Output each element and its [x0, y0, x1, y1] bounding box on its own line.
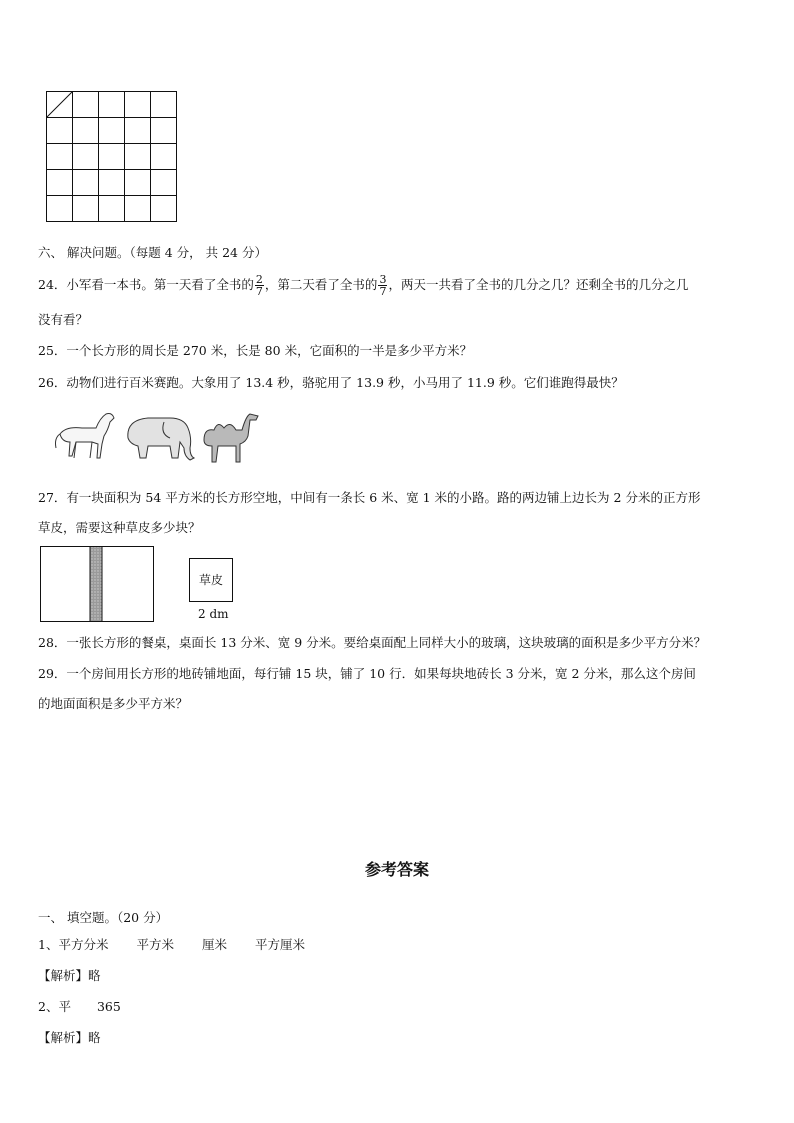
answer-1-item-4: 平方厘米 — [254, 937, 305, 952]
question-24-line1 — [38, 273, 689, 298]
answer-1-note: 【解析】略 — [38, 968, 101, 983]
question-28: 28．一张长方形的餐桌，桌面长 13 分米、宽 9 分米。要给桌面配上同样大小的玻璃，这块玻璃的面积是多少平方分米？ — [38, 635, 707, 650]
answer-1 — [38, 935, 305, 955]
answer-2-item-2: 365 — [96, 999, 121, 1014]
answers-section1-heading: 一、 填空题。（20 分） — [38, 910, 169, 925]
answer-2 — [38, 997, 121, 1017]
question-27-line2: 草皮，需要这种草皮多少块？ — [38, 520, 201, 535]
question-29-line2: 的地面面积是多少平方米？ — [38, 696, 189, 711]
answers-title: 参考答案 — [364, 860, 429, 879]
square-grid-figure — [46, 91, 179, 224]
q24-text-b: ，第二天看了全书的 — [264, 277, 378, 292]
answer-1-item-3: 厘米 — [201, 937, 227, 952]
q24-text-c: ，两天一共看了全书的几分之几？还剩全书的几分之几 — [388, 277, 689, 292]
grass-tile-label: 草皮 — [198, 573, 223, 587]
fraction-2-7: $\frac{2}{7}$ — [255, 273, 263, 298]
elephant-icon — [128, 418, 194, 460]
animals-illustration — [52, 408, 264, 466]
question-27-line1: 27．有一块面积为 54 平方米的长方形空地，中间有一条长 6 米、宽 1 米的小路。路的两边铺上边长为 2 分米的正方形 — [38, 490, 701, 505]
answer-2-item-1: 2、平 — [38, 999, 71, 1014]
q24-text-a: 24．小军看一本书。第一天看了全书的 — [38, 277, 254, 292]
question-24-line2: 没有看？ — [38, 312, 89, 327]
path-strip — [90, 547, 102, 622]
section6-heading: 六、 解决问题。（每题 4 分， 共 24 分） — [38, 245, 267, 260]
field-with-path-diagram — [40, 546, 156, 624]
grass-tile-dimension: 2 dm — [198, 607, 229, 621]
answer-1-item-2: 平方米 — [136, 937, 174, 952]
question-26: 26．动物们进行百米赛跑。大象用了 13.4 秒，骆驼用了 13.9 秒，小马用了 11.9 秒。它们谁跑得最快？ — [38, 375, 624, 390]
horse-icon — [56, 414, 115, 459]
answer-1-item-1: 1、平方分米 — [38, 937, 109, 952]
answer-2-note: 【解析】略 — [38, 1030, 101, 1045]
grass-tile — [189, 558, 233, 602]
question-29-line1: 29．一个房间用长方形的地砖铺地面，每行铺 15 块，铺了 10 行．如果每块地砖长 3 分米，宽 2 分米，那么这个房间 — [38, 666, 696, 681]
question-25: 25．一个长方形的周长是 270 米，长是 80 米，它面积的一半是多少平方米？ — [38, 343, 473, 358]
fraction-3-7: $\frac{3}{7}$ — [379, 273, 387, 298]
camel-icon — [204, 414, 258, 462]
